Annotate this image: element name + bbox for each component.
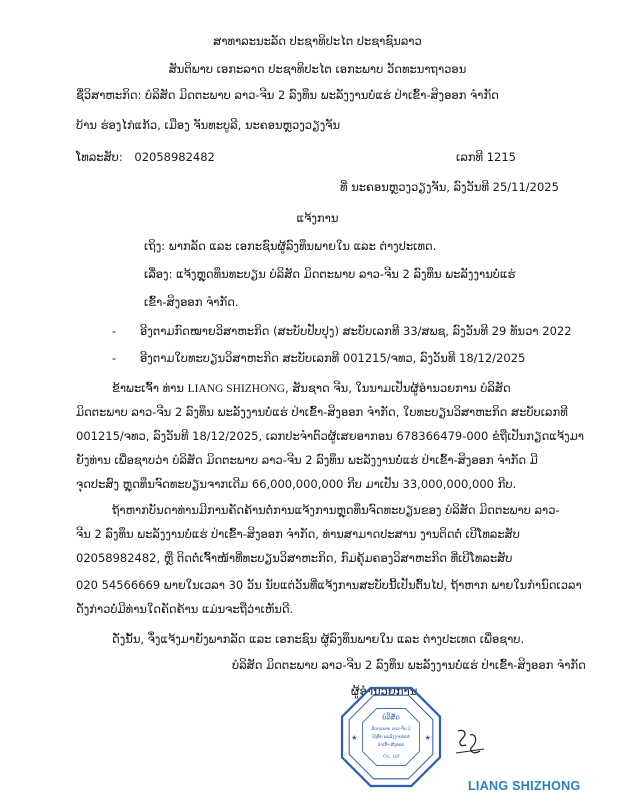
republic-header: ສາທາລະນະລັດ ປະຊາທິປະໄຕ ປະຊາຊົນລາວ [213,34,422,48]
phone-line [76,150,215,164]
seal-text: Co., Ltd [382,753,400,759]
paragraph-2-line: 020 54566669 ພາຍໃນເວລາ 30 ວັນ ນັບແຕ່ວັນທີ່ແຈ້ງການສະບັບນີ້ເປັນຕົ້ນໄປ, ຖ້າຫາກ ພາຍໃນກຳນົດເວລາ [76,578,582,592]
bullet-marker: - [112,351,117,365]
phone-number: 02058982482 [134,150,215,164]
closing-line: ດັ່ງນັ້ນ, ຈຶ່ງແຈ້ງມາຍັງພາກລັດ ແລະ ເອກະຊົນ ຜູ້ລົງທຶນພາຍໃນ ແລະ ຕ່າງປະເທດ ເພື່ອຊາບ. [112,632,525,646]
paragraph-1-line: ມິດຕະພາບ ລາວ-ຈີນ 2 ລົງທຶນ ພະລັງງານບໍ່ແຮ່ ປ່າເຂົ້າ-ສິງອອກ ຈຳກັດ, ໃບທະບຽນວິສາຫະກິດ ສະບັບເລກທີ [76,405,568,419]
bullet-marker: - [112,324,117,338]
seal-text: ລົງທຶນ ພະລັງງານບໍ່ແຮ່ [372,735,410,741]
seal-text: ມິດຕະພາບ ລາວ-ຈີນ 2 [371,726,411,732]
seal-star-icon: ★ [351,733,358,743]
paragraph-2-line: 02058982482, ຫຼື ຕິດຕໍ່ເຈົ້າໜ້າທີ່ທະບຽນວິສາຫະກິດ, ກົມຄຸ້ມຄອງວິສາຫະກິດ ທີ່ເບີໂທລະສັບ [76,551,513,565]
paragraph-2-line: ດັ່ງກ່າວບໍ່ມີທ່ານໃດຄັດຄ້ານ ແມ່ນຈະຖືວ່າເຫັນດີ. [76,602,294,616]
date-line: ທີ່ ນະຄອນຫຼວງວຽງຈັນ, ລົງວັນທີ 25/11/2025 [340,180,559,194]
subject-line-2: ເຂົ້າ-ສິງອອກ ຈຳກັດ. [144,295,239,309]
director-name-inline: LIANG SHIZHONG [187,383,286,395]
number-value: 1215 [486,150,516,164]
paragraph-1-line [112,381,511,396]
document-number [456,150,516,164]
phone-label: ໂທລະສັບ: [76,150,123,164]
reference-item: ອີງຕາມກົດໝາຍວິສາຫະກິດ (ສະບັບປັບປຸງ) ສະບັບເລກທີ 33/ສພຊ, ລົງວັນທີ 29 ທັນວາ 2022 [140,324,572,338]
company-seal-stamp [340,686,442,788]
paragraph-1-line: 001215/ຈທວ, ລົງວັນທີ 18/12/2025, ເລກປະຈຳຕົວຜູ້ເສຍອາກອນ 678366479-000 ຂໍຖືເປັນກຽດແຈ້ງມາ [76,429,584,443]
seal-text: ປ່າເຂົ້າ-ສິງອອກ [377,743,405,749]
paragraph-2-line: ຈີນ 2 ລົງທຶນ ພະລັງງານບໍ່ແຮ່ ປ່າເຂົ້າ-ສິງອອກ ຈຳກັດ, ທ່ານສາມາດປະສານ ງານຕິດຕໍ່ ເບີໂທລະສັບ [76,527,520,541]
handwritten-signature [450,725,490,763]
subject-line-1: ເລື່ອງ: ແຈ້ງຫຼຸດທຶນທະບຽນ ບໍລິສັດ ມິດຕະພາບ ລາວ-ຈີນ 2 ລົງທຶນ ພະລັງງານບໍ່ແຮ່ [144,267,516,281]
reference-item: ອີງຕາມໃບທະບຽນວິສາຫະກິດ ສະບັບເລກທີ 001215/ຈທວ, ລົງວັນທີ 18/12/2025 [140,351,526,365]
to-line: ເຖິງ: ພາກລັດ ແລະ ເອກະຊົນຜູ້ລົງທຶນພາຍໃນ ແລະ ຕ່າງປະເທດ. [144,239,437,253]
signer-name: LIANG SHIZHONG [468,779,581,793]
para1-text: , ສັນຊາດ ຈີນ, ໃນນາມເປັນຜູ້ອຳນວຍການ ບໍລິສັດ [285,381,511,395]
para1-text: ຂ້າພະເຈົ້າ ທ່ານ [112,381,184,395]
seal-text: ບໍລິສັດ [382,713,400,722]
signature-title: ຜູ້ອຳນວຍການ [351,684,418,698]
seal-star-icon: ★ [424,733,431,743]
paragraph-2-line: ຖ້າຫາກບັນດາທ່ານມີການຄັດຄ້ານຕໍ່ການແຈ້ງການຫຼຸດທຶນຈົດທະບຽນຂອງ ບໍລິສັດ ມິດຕະພາບ ລາວ- [112,503,560,517]
company-name-line: ຊື່ວິສາຫະກິດ: ບໍລິສັດ ມິດຕະພາບ ລາວ-ຈີນ 2 ລົງທຶນ ພະລັງງານບໍ່ແຮ່ ປ່າເຂົ້າ-ສິງອອກ ຈຳກັດ [76,88,499,102]
company-address: ບ້ານ ຮ່ອງໄກ່ແກ້ວ, ເມືອງ ຈັນທະບູລີ, ນະຄອນຫຼວງວຽງຈັນ [76,118,341,132]
motto-header: ສັນຕິພາບ ເອກະລາດ ປະຊາທິປະໄຕ ເອກະພາບ ວັດທະນາຖາວອນ [168,62,467,76]
paragraph-1-line: ຍັງທ່ານ ເພື່ອຊາບວ່າ ບໍລິສັດ ມິດຕະພາບ ລາວ-ຈີນ 2 ລົງທຶນ ພະລັງງານບໍ່ແຮ່ ປ່າເຂົ້າ-ສິງອອກ ຈຳກັດ ມີ [76,453,538,467]
paragraph-1-line: ຈຸດປະສົງ ຫຼຸດທຶນຈົດທະບຽນຈາກເດີມ 66,000,000,000 ກີບ ມາເປັນ 33,000,000,000 ກີບ. [76,477,517,491]
number-label: ເລກທີ [456,150,484,164]
document-title: ແຈ້ງການ [296,211,339,225]
signature-company: ບໍລິສັດ ມິດຕະພາບ ລາວ-ຈີນ 2 ລົງທຶນ ພະລັງງານບໍ່ແຮ່ ປ່າເຂົ້າ-ສິງອອກ ຈຳກັດ [232,658,586,672]
